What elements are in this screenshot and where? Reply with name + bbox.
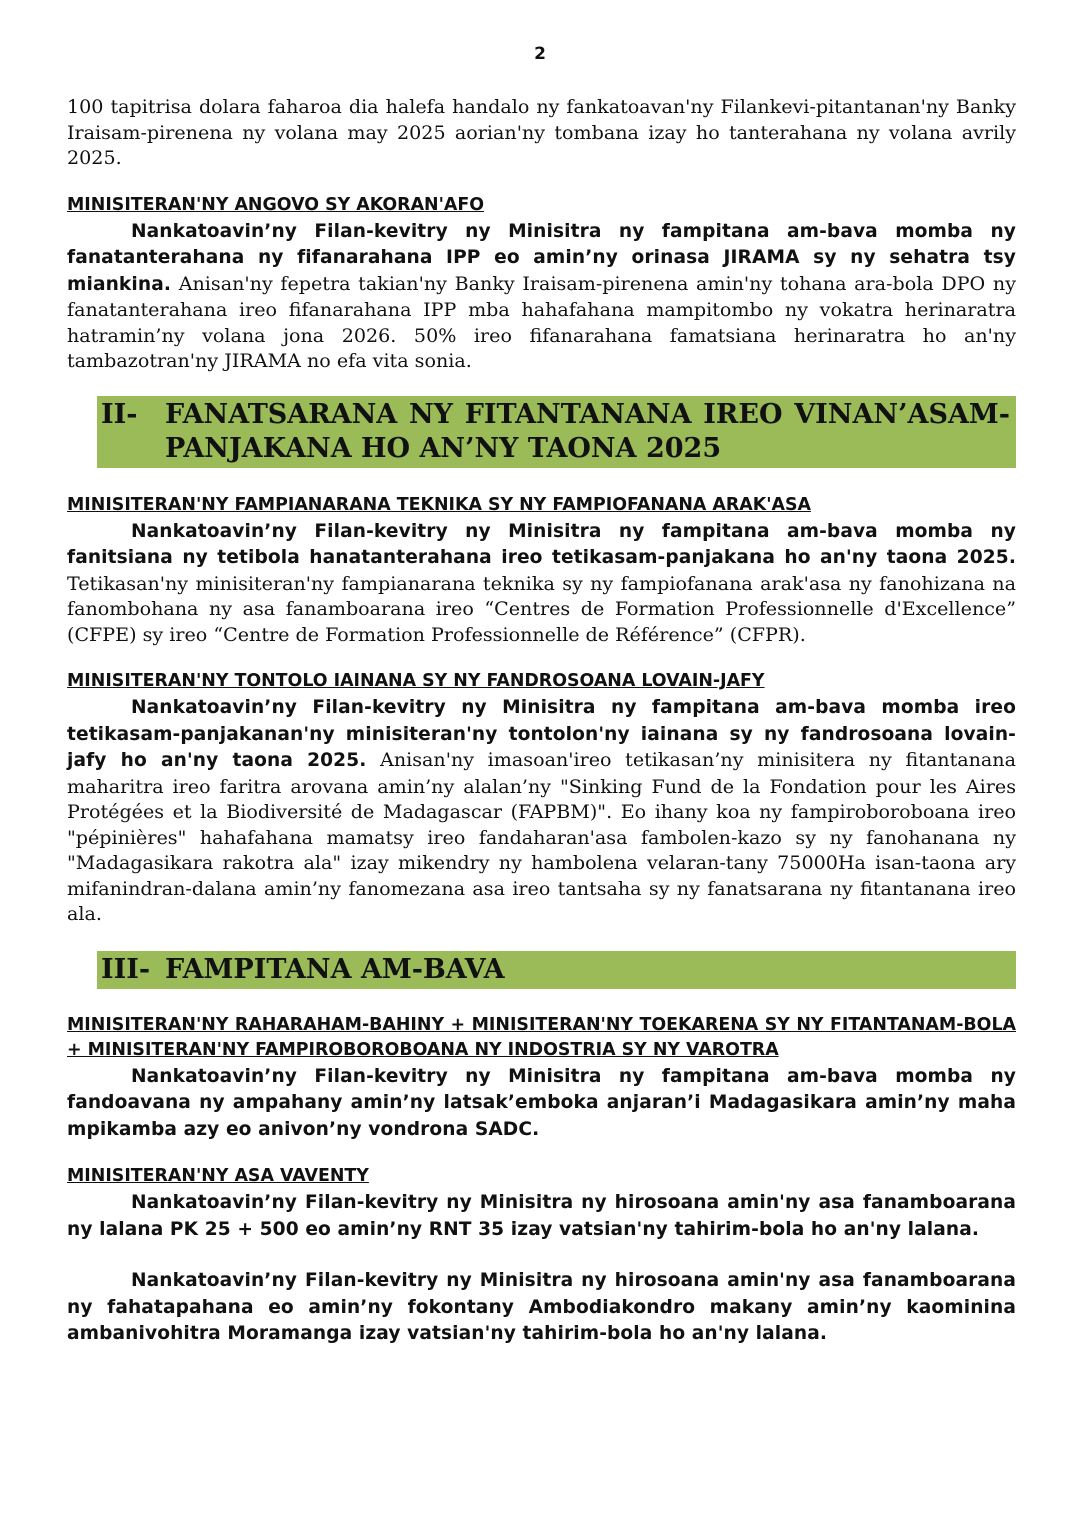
section-raharaham xyxy=(67,1013,1016,1143)
section-paragraph xyxy=(67,518,1016,648)
paragraph-bold-lead: Nankatoavin’ny Filan-kevitry ny Minisitra ny hirosoana amin'ny asa fanamboarana ny fahatapahana eo amin’ny fokontany Ambodiakondro makany amin’ny kaominina ambanivohitra Moramanga izay vatsian'ny tahirim-bola ho an'ny lalana. xyxy=(67,1270,1016,1344)
section-teknika xyxy=(67,493,1016,648)
section-title: MINISITERAN'NY ASA VAVENTY xyxy=(67,1166,369,1186)
intro-paragraph: 100 tapitrisa dolara faharoa dia halefa handalo ny fankatoavan'ny Filankevi-pitantanan'ny Banky Iraisam-pirenena ny volana may 2025 aorian'ny tombana izay ho tanterahana ny volana avrily 2025. xyxy=(67,95,1016,169)
paragraph-bold-lead: Nankatoavin’ny Filan-kevitry ny Minisitra ny fampitana am-bava momba ny fanatanterahana ny fifanarahana IPP eo amin’ny orinasa JIRAMA sy ny sehatra tsy miankina. xyxy=(67,220,1016,295)
chapter-number: II- xyxy=(101,398,138,430)
section-paragraph xyxy=(67,694,1016,927)
section-paragraph xyxy=(67,1189,1016,1242)
section-angovo xyxy=(67,193,1016,374)
chapter-heading-3 xyxy=(97,951,1016,989)
chapter-heading-2 xyxy=(97,396,1016,468)
paragraph-body: Anisan'ny imasoan'ireo tetikasan’ny minisitera ny fitantanana maharitra ireo faritra arovana amin’ny alalan’ny "Sinking Fund de la Fondation pour les Aires Protégées et la Biodiversité de Madagascar (FAPBM)". Eo ihany koa ny fampiroboroboana ireo "pépinières" hahafahana mamatsy ireo fandaharan'asa fambolen-kazo sy ny fanohanana ny "Madagasikara rakotra ala" izay mikendry ny hambolena velaran-tany 75000Ha isan-taona ary mifanindran-dalana amin’ny fanomezana asa ireo tantsaha sy ny fanatsarana ny fitantanana ireo ala. xyxy=(67,748,1016,925)
page-number: 2 xyxy=(534,44,546,64)
paragraph-bold-lead: Nankatoavin’ny Filan-kevitry ny Minisitra ny fampitana am-bava momba ny fandoavana ny ampahany amin’ny latsak’emboka anjaran’i Madagasikara amin’ny maha mpikamba azy eo anivon’ny vondrona SADC. xyxy=(67,1065,1016,1140)
section-title: MINISITERAN'NY RAHARAHAM-BAHINY + MINISITERAN'NY TOEKARENA SY NY FITANTANAM-BOLA + MINISITERAN'NY FAMPIROBOROBOANA NY INDOSTRIA SY NY VAROTRA xyxy=(67,1014,1016,1060)
section-title: MINISITERAN'NY ANGOVO SY AKORAN'AFO xyxy=(67,194,485,215)
chapter-title: FANATSARANA NY FITANTANANA IREO VINAN’ASAM-PANJAKANA HO AN’NY TAONA 2025 xyxy=(165,398,1010,464)
section-paragraph xyxy=(67,1267,1016,1347)
chapter-title: FAMPITANA AM-BAVA xyxy=(165,953,505,985)
paragraph-bold-lead: Nankatoavin’ny Filan-kevitry ny Minisitra ny fampitana am-bava momba ireo tetikasam-panjakanan'ny minisiteran'ny tontolon'ny iainana sy ny fandrosoana lovain-jafy ho an'ny taona 2025. xyxy=(67,697,1016,771)
paragraph-bold-lead: Nankatoavin’ny Filan-kevitry ny Minisitra ny hirosoana amin'ny asa fanamboarana ny lalana PK 25 + 500 eo amin’ny RNT 35 izay vatsian'ny tahirim-bola ho an'ny lalana. xyxy=(67,1192,1016,1240)
chapter-number: III- xyxy=(101,953,151,985)
document-body xyxy=(67,94,1016,1347)
section-vaventy xyxy=(67,1164,1016,1347)
section-title: MINISITERAN'NY FAMPIANARANA TEKNIKA SY NY FAMPIOFANANA ARAK'ASA xyxy=(67,494,811,515)
paragraph-bold-lead: Nankatoavin’ny Filan-kevitry ny Minisitra ny fampitana am-bava momba ny fanitsiana ny tetibola hanatanterahana ireo tetikasam-panjakana ho an'ny taona 2025. xyxy=(67,520,1016,568)
section-paragraph xyxy=(67,1063,1016,1143)
section-paragraph xyxy=(67,218,1016,374)
paragraph-body: Tetikasan'ny minisiteran'ny fampianarana teknika sy ny fampiofanana arak'asa ny fanohizana na fanombohana ny asa fanamboarana ireo “Centres de Formation Professionnelle d'Excellence” (CFPE) sy ireo “Centre de Formation Professionnelle de Référence” (CFPR). xyxy=(67,571,1016,646)
paragraph-body: Anisan'ny fepetra takian'ny Banky Iraisam-pirenena amin'ny tohana ara-bola DPO ny fanatanterahana ireo fifanarahana IPP mba hahafahana mampitombo ny vokatra herinaratra hatramin’ny volana jona 2026. 50% ireo fifanarahana famatsiana herinaratra ho an'ny tambazotran'ny JIRAMA no efa vita sonia. xyxy=(67,271,1016,372)
section-tontolo xyxy=(67,669,1016,927)
section-title: MINISITERAN'NY TONTOLO IAINANA SY NY FANDROSOANA LOVAIN-JAFY xyxy=(67,671,765,691)
